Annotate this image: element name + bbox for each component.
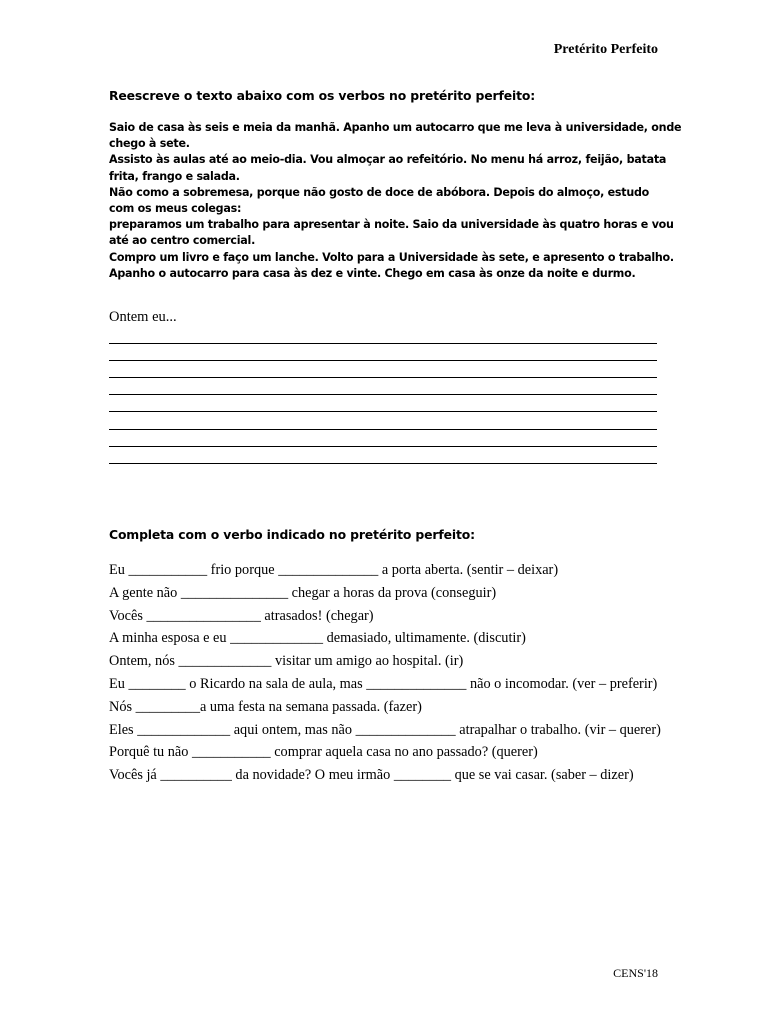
exercise-text: frio porque xyxy=(207,562,279,578)
exercise-item xyxy=(109,559,661,582)
passage-line: Assisto às aulas até ao meio-dia. Vou almoçar ao refeitório. No menu há arroz, feijão, batata xyxy=(109,153,667,167)
exercise-text: Porquê tu não xyxy=(109,744,192,761)
exercise-text: o Ricardo na sala de aula, mas xyxy=(185,675,367,692)
passage-line: até ao centro comercial. xyxy=(109,234,256,248)
exercise-text: Nós xyxy=(109,698,136,715)
answer-prompt: Ontem eu... xyxy=(109,309,177,325)
exercise-text: Eu xyxy=(109,562,129,578)
exercise-text: da novidade? O meu irmão xyxy=(231,767,394,784)
exercise-text: comprar aquela casa no ano passado? (querer) xyxy=(270,744,538,761)
fill-in-blank[interactable]: ______________ xyxy=(366,675,467,692)
exercise-text: Eu xyxy=(109,675,129,692)
fill-in-blank[interactable]: ________ xyxy=(393,767,452,784)
exercise-text: atrapalhar o trabalho. (vir – querer) xyxy=(455,721,661,738)
answer-line[interactable] xyxy=(109,412,657,429)
fill-in-blank[interactable]: ______________ xyxy=(355,721,456,738)
exercise-item xyxy=(109,673,661,696)
section1-instruction: Reescreve o texto abaixo com os verbos no pretérito perfeito: xyxy=(109,88,536,103)
exercise-text: não o incomodar. (ver – preferir) xyxy=(466,675,658,692)
page-title: Pretérito Perfeito xyxy=(553,42,658,57)
exercise-text: Eles xyxy=(109,721,138,738)
answer-writing-area xyxy=(109,327,657,464)
footer-code: CENS'18 xyxy=(613,966,658,980)
passage-line: Saio de casa às seis e meia da manhã. Apanho um autocarro que me leva à universidade, onde xyxy=(109,121,682,134)
answer-line[interactable] xyxy=(109,447,657,464)
fill-in-blank[interactable]: __________ xyxy=(160,767,232,784)
exercise-text: a porta aberta. (sentir – deixar) xyxy=(378,562,559,578)
answer-line[interactable] xyxy=(109,361,657,378)
answer-line[interactable] xyxy=(109,327,657,344)
exercise-text: Vocês já xyxy=(109,767,161,784)
fill-in-blank[interactable]: ________________ xyxy=(146,607,261,624)
exercise-text: A gente não xyxy=(109,584,181,601)
exercise-text: Vocês xyxy=(109,607,147,624)
exercise-text: aqui ontem, mas não xyxy=(230,721,356,738)
answer-line[interactable] xyxy=(109,378,657,395)
exercise-text: A minha esposa e eu xyxy=(109,630,231,647)
exercise-text: chegar a horas da prova (conseguir) xyxy=(288,584,497,601)
answer-line[interactable] xyxy=(109,395,657,412)
passage-line: preparamos um trabalho para apresentar à noite. Saio da universidade às quatro horas e vou xyxy=(109,218,674,232)
exercise-text: atrasados! (chegar) xyxy=(260,607,374,624)
fill-in-blank[interactable]: _________ xyxy=(135,698,200,715)
passage-line: frita, frango e salada. xyxy=(109,169,240,183)
exercise-text: Ontem, nós xyxy=(109,653,179,670)
passage-line: com os meus colegas: xyxy=(109,202,242,216)
exercise-text: demasiado, ultimamente. (discutir) xyxy=(323,630,526,647)
exercise-item xyxy=(109,650,661,673)
fill-in-blank[interactable]: _____________ xyxy=(230,630,324,647)
answer-line[interactable] xyxy=(109,430,657,447)
section2-instruction: Completa com o verbo indicado no pretérito perfeito: xyxy=(109,527,475,542)
exercise-item xyxy=(109,719,661,742)
passage-line: Apanho o autocarro para casa às dez e vinte. Chego em casa às onze da noite e durmo. xyxy=(109,266,636,280)
exercise-item xyxy=(109,582,661,605)
exercise-item xyxy=(109,696,661,719)
passage-line: Não como a sobremesa, porque não gosto de doce de abóbora. Depois do almoço, estudo xyxy=(109,185,650,199)
fill-in-blank[interactable]: ______________ xyxy=(278,562,379,578)
fill-in-blank[interactable]: _____________ xyxy=(137,721,231,738)
exercise-item xyxy=(109,605,661,628)
passage-text xyxy=(109,120,682,282)
exercise-item xyxy=(109,627,661,650)
fill-in-blank[interactable]: _____________ xyxy=(178,653,272,670)
exercise-text: a uma festa na semana passada. (fazer) xyxy=(199,698,422,715)
fill-in-blank[interactable]: _______________ xyxy=(180,584,289,601)
exercise-item xyxy=(109,764,661,787)
fill-in-blank[interactable]: ___________ xyxy=(128,562,208,578)
fill-in-blank[interactable]: ___________ xyxy=(192,744,271,761)
exercise-list xyxy=(109,559,661,787)
passage-line: Compro um livro e faço um lanche. Volto para a Universidade às sete, e apresento o trabalho. xyxy=(109,250,674,264)
fill-in-blank[interactable]: ________ xyxy=(128,675,186,692)
answer-line[interactable] xyxy=(109,344,657,361)
exercise-text: que se vai casar. (saber – dizer) xyxy=(451,767,634,784)
exercise-item xyxy=(109,741,661,764)
exercise-text: visitar um amigo ao hospital. (ir) xyxy=(271,653,464,670)
passage-line: chego à sete. xyxy=(109,137,190,151)
